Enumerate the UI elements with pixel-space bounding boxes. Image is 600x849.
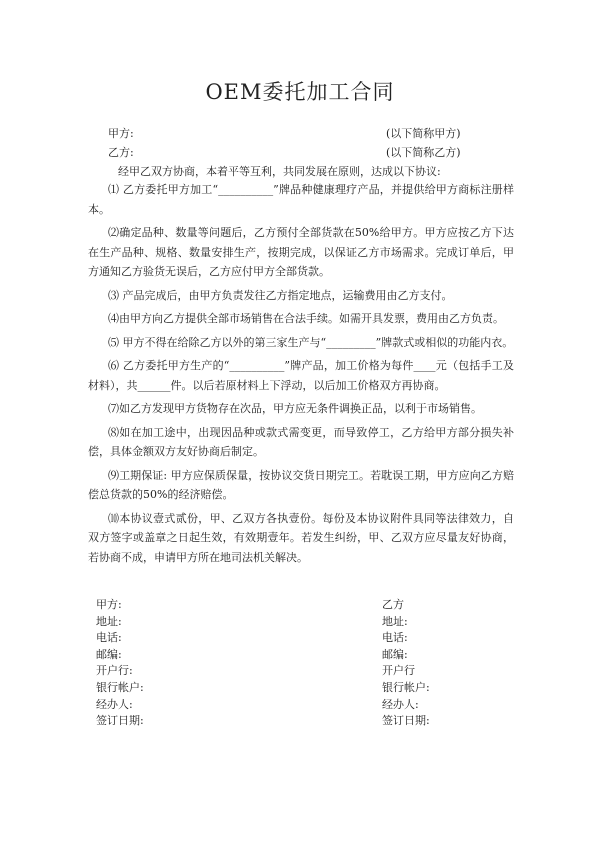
sig-a-agent: 经办人: — [96, 697, 133, 711]
clause-2: ⑵确定品种、数量等问题后，乙方预付全部货款在50%给甲方。甲方应按乙方下达在生产品种、规格、数量安排生产，按期完成，以保证乙方市场需求。完成订单后，甲方通知乙方验货无误后，乙方应付甲方全部货款。 — [88, 226, 514, 278]
clause-10: ⑽本协议壹式贰份，甲、乙双方各执壹份。每份及本协议附件具同等法律效力，自双方签字或盖章之日起生效，有效期壹年。若发生纠纷，甲、乙双方应尽量友好协商，若协商不成，申请甲方所在地司法机关解决。 — [88, 511, 514, 564]
clause-5: ⑸ 甲方不得在给除乙方以外的第三家生产与“_________”牌款式或相似的功能内衣。 — [108, 335, 514, 349]
sig-a-address: 地址: — [96, 614, 122, 628]
sig-b-agent: 经办人: — [382, 697, 419, 711]
clause-4: ⑷由甲方向乙方提供全部市场销售在合法手续。如需开具发票，费用由乙方负责。 — [108, 312, 504, 325]
sig-a-date: 签订日期: — [96, 714, 144, 728]
sig-b-bank: 开户行 — [382, 664, 415, 678]
signature-block-party-a — [96, 597, 144, 730]
clause-9: ⑼工期保证: 甲方应保质保量，按协议交货日期完工。若耽误工期，甲方应向乙方赔偿总货款的50%的经济赔偿。 — [88, 468, 514, 501]
party-a-note: (以下简称甲方) — [386, 127, 461, 140]
sig-b-phone: 电话: — [382, 631, 408, 645]
sig-a-phone: 电话: — [96, 631, 122, 645]
clause-list — [88, 180, 514, 571]
clause-3: ⑶ 产品完成后，由甲方负责发往乙方指定地点，运输费用由乙方支付。 — [108, 288, 453, 302]
sig-a-party: 甲方: — [96, 598, 122, 611]
sig-b-date: 签订日期: — [382, 714, 430, 728]
party-b-note: (以下简称乙方) — [386, 146, 461, 159]
sig-a-postcode: 邮编: — [96, 647, 122, 661]
clause-1: ⑴ 乙方委托甲方加工“__________”牌品种健康理疗产品，并提供给甲方商标注册样本。 — [88, 183, 514, 216]
clause-8: ⑻如在加工途中，出现因品种或款式需变更，而导致停工，乙方给甲方部分损失补偿，具体金额双方友好协商后制定。 — [88, 425, 514, 458]
party-b-line — [108, 144, 498, 160]
contract-intro: 经甲乙双方协商，本着平等互利，共同发展在原则，达成以下协议: — [118, 165, 441, 178]
clause-7: ⑺如乙方发现甲方货物存在次品，甲方应无条件调换正品，以利于市场销售。 — [108, 402, 482, 415]
sig-b-address: 地址: — [382, 614, 408, 628]
signature-block-party-b — [382, 597, 430, 730]
sig-b-postcode: 邮编: — [382, 647, 408, 661]
party-b-label: 乙方: — [108, 146, 134, 159]
sig-b-party: 乙方 — [382, 598, 404, 611]
sig-b-account: 银行帐户: — [382, 680, 430, 694]
sig-a-account: 银行帐户: — [96, 680, 144, 694]
sig-a-bank: 开户行: — [96, 664, 133, 678]
contract-title: OEM委托加工合同 — [205, 80, 395, 104]
party-a-line — [108, 125, 498, 141]
party-a-label: 甲方: — [108, 127, 134, 140]
clause-6: ⑹ 乙方委托甲方生产的“__________”牌产品，加工价格为每件____元（包括手工及材料），共______件。以后若原材料上下浮动，以后加工价格双方再协商。 — [88, 359, 514, 392]
